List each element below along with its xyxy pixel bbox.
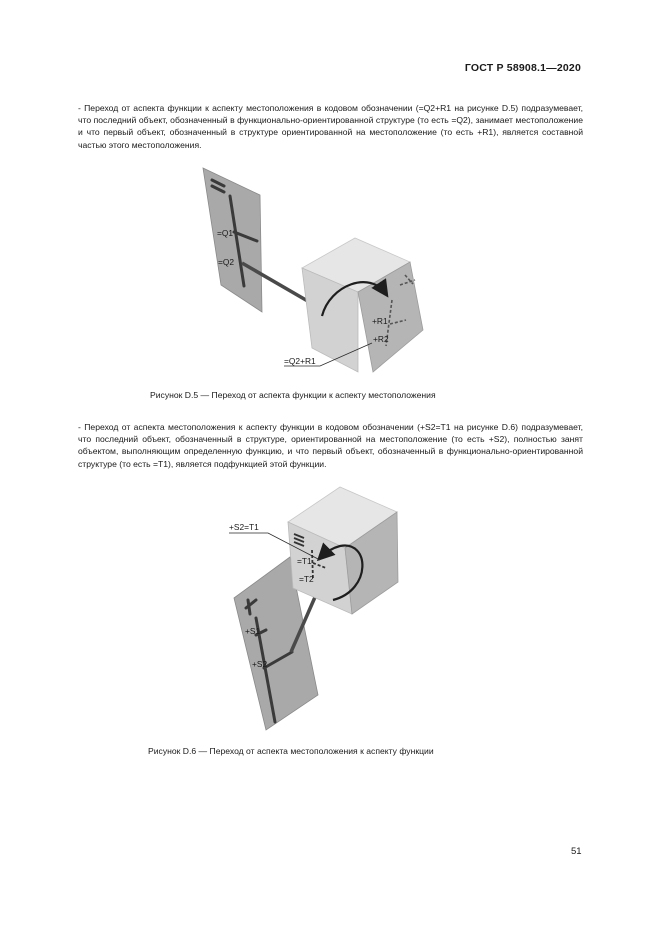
- label-code-s2t1: +S2=T1: [229, 522, 259, 532]
- page-number: 51: [571, 846, 582, 857]
- paragraph-location-to-function: - Переход от аспекта местоположения к аспекту функции в кодовом обозначении (+S2=T1 на рисунке D.6) подразумевает, что последний объект, обозначенный в структуре, ориентированной на местоположение (то есть +S2), полностью занят объектом, выполняющим определенную функцию, и что первый объект, обозначенный в функционально-ориентированной структуре (то есть =T1), является подфункцией этой функции.: [78, 421, 583, 469]
- caption-figure-d6: Рисунок D.6 — Переход от аспекта местоположения к аспекту функции: [148, 746, 434, 756]
- label-s2: +S2: [252, 659, 268, 669]
- label-s1: +S1: [245, 626, 261, 636]
- caption-figure-d5: Рисунок D.5 — Переход от аспекта функции к аспекту местоположения: [150, 390, 436, 400]
- label-t2: =T2: [299, 574, 314, 584]
- paragraph-function-to-location: - Переход от аспекта функции к аспекту местоположения в кодовом обозначении (=Q2+R1 на рисунке D.5) подразумевает, что последний объект, обозначенный в функционально-ориентированной структуре (то есть =Q2), занимает местоположение и что первый объект, обозначенный в структуре ориентированной на местоположение (то есть +R1), является составной частью этого местоположения.: [78, 102, 583, 150]
- label-q1: =Q1: [217, 228, 234, 238]
- label-t1: =T1: [297, 556, 312, 566]
- standard-code-header: ГОСТ Р 58908.1—2020: [464, 62, 581, 74]
- label-r1: +R1: [372, 316, 388, 326]
- label-r2: +R2: [373, 334, 389, 344]
- label-q2: =Q2: [218, 257, 235, 267]
- label-code-q2r1: =Q2+R1: [284, 356, 316, 366]
